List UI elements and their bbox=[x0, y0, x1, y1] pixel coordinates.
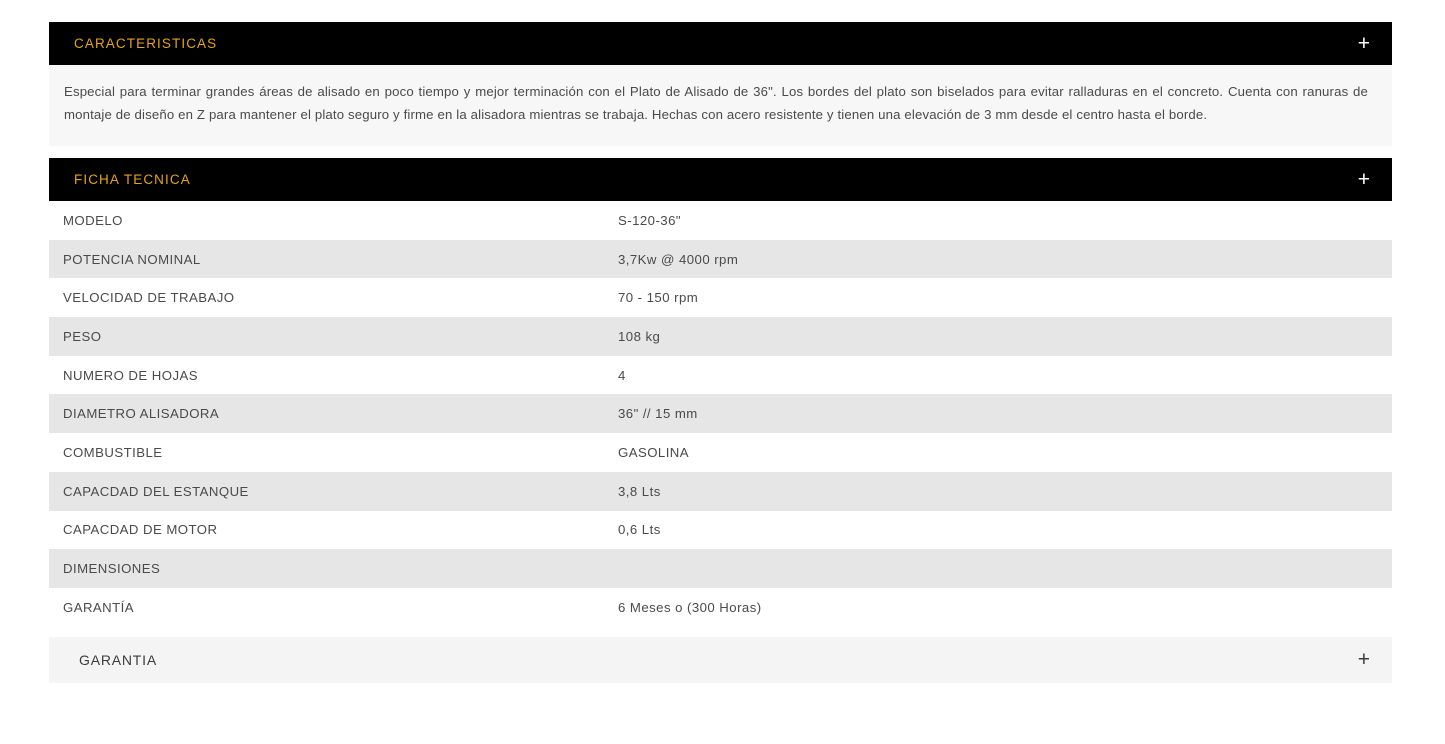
table-row bbox=[49, 394, 1392, 433]
table-row bbox=[49, 240, 1392, 279]
spec-label: NUMERO DE HOJAS bbox=[63, 367, 198, 383]
spacer bbox=[49, 146, 1392, 158]
table-row bbox=[49, 356, 1392, 395]
accordion-header-caracteristicas[interactable] bbox=[49, 22, 1392, 65]
spec-label: POTENCIA NOMINAL bbox=[63, 251, 201, 267]
plus-icon[interactable]: + bbox=[1357, 648, 1370, 672]
spec-label: DIAMETRO ALISADORA bbox=[63, 406, 220, 422]
features-description: Especial para terminar grandes áreas de alisado en poco tiempo y mejor terminación con el Plato de Alisado de 36". Los bordes del plato son biselados para evitar ralladuras en el concreto. Cuenta con ranuras de montaje de diseño en Z para mantener el plato seguro y firme en la alisadora mientras se trabaja. Hechas con acero resistente y tienen una elevación de 3 mm desde el centro hasta el borde. bbox=[64, 84, 1368, 122]
spec-value: 108 kg bbox=[618, 328, 661, 344]
accordion-body-caracteristicas bbox=[49, 65, 1392, 146]
spacer bbox=[49, 627, 1392, 637]
table-row bbox=[49, 588, 1392, 627]
table-row bbox=[49, 511, 1392, 550]
spec-label: DIMENSIONES bbox=[63, 561, 161, 577]
spec-label: CAPACDAD DE MOTOR bbox=[63, 522, 218, 538]
spec-value: S-120-36" bbox=[618, 212, 681, 228]
spec-table bbox=[49, 201, 1392, 627]
spec-value: 3,8 Lts bbox=[618, 483, 661, 499]
spec-value: 36" // 15 mm bbox=[618, 406, 698, 422]
table-row bbox=[49, 433, 1392, 472]
accordion-header-garantia[interactable] bbox=[49, 637, 1392, 683]
spec-label: VELOCIDAD DE TRABAJO bbox=[63, 290, 235, 306]
spec-value: 3,7Kw @ 4000 rpm bbox=[618, 251, 739, 267]
table-row bbox=[49, 472, 1392, 511]
spec-label: GARANTÍA bbox=[63, 599, 135, 615]
table-row bbox=[49, 201, 1392, 240]
table-row bbox=[49, 317, 1392, 356]
plus-icon[interactable]: + bbox=[1357, 32, 1370, 55]
table-row bbox=[49, 278, 1392, 317]
spec-label: PESO bbox=[63, 328, 102, 344]
accordion-title-garantia: GARANTIA bbox=[79, 651, 157, 668]
spec-value: 70 - 150 rpm bbox=[618, 290, 699, 306]
spec-value: 6 Meses o (300 Horas) bbox=[618, 599, 762, 615]
spec-value: 0,6 Lts bbox=[618, 522, 661, 538]
accordion-header-ficha-tecnica[interactable] bbox=[49, 158, 1392, 201]
spec-value: GASOLINA bbox=[618, 444, 690, 460]
spec-label: COMBUSTIBLE bbox=[63, 444, 163, 460]
accordion-list bbox=[49, 22, 1392, 683]
plus-icon[interactable]: + bbox=[1357, 168, 1370, 191]
spec-value: 4 bbox=[618, 367, 626, 383]
accordion-title-caracteristicas: CARACTERISTICAS bbox=[74, 36, 218, 51]
spec-label: CAPACDAD DEL ESTANQUE bbox=[63, 483, 249, 499]
spec-value bbox=[616, 549, 1392, 588]
spec-label: MODELO bbox=[63, 212, 123, 228]
accordion-title-ficha-tecnica: FICHA TECNICA bbox=[74, 172, 191, 187]
table-row bbox=[49, 549, 1392, 588]
